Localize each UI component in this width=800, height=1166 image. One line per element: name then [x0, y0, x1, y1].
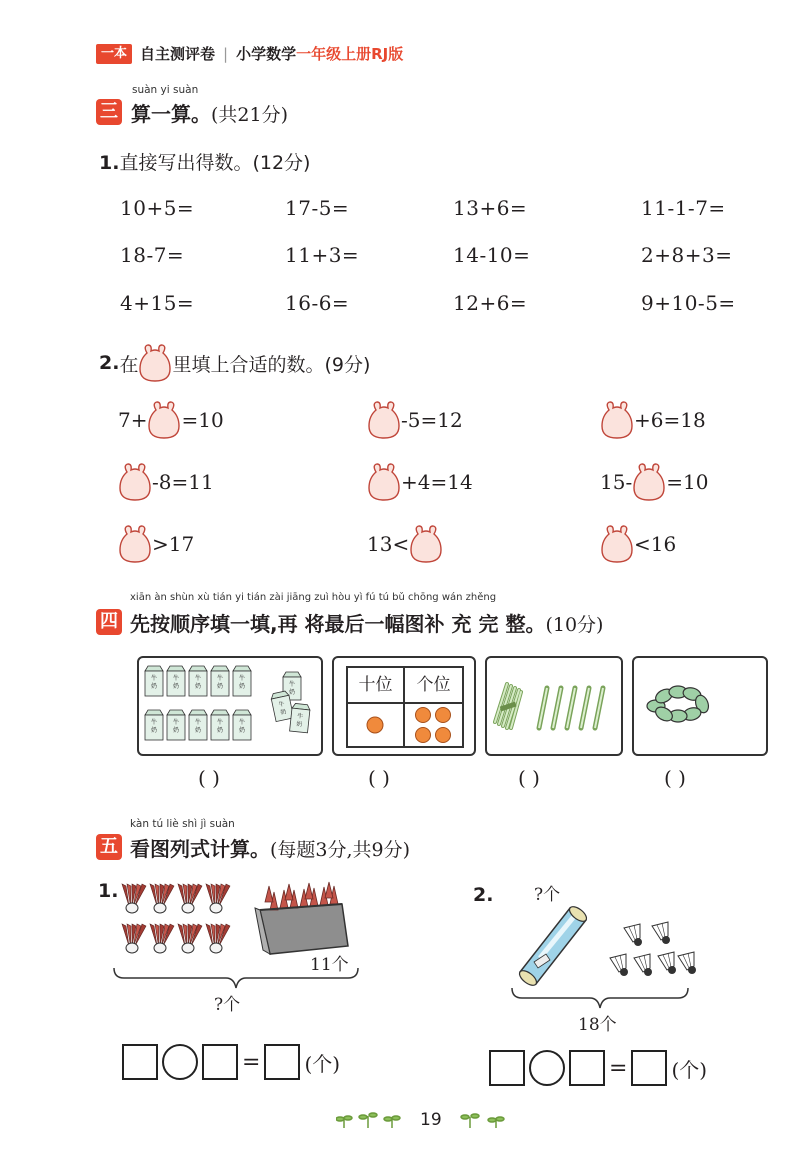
svg-text:牛: 牛 [296, 712, 304, 721]
section5-pinyin: kàn tú liè shì jì suàn [130, 818, 235, 830]
svg-text:奶: 奶 [279, 708, 288, 717]
svg-text:牛: 牛 [172, 675, 180, 682]
place-value-dots [348, 704, 462, 746]
ones-bead [436, 708, 451, 723]
pouch-blank[interactable] [409, 524, 443, 564]
brace-icon [110, 966, 362, 990]
fill-in-suffix: =10 [181, 408, 224, 432]
fill-in-item [600, 524, 676, 564]
section3-title-text: 算一算。 [131, 102, 211, 126]
milk-carton-icon [145, 666, 163, 696]
single-sticks [539, 688, 603, 728]
shuttlecock-icon [122, 924, 146, 953]
pouch-blank[interactable] [118, 462, 152, 502]
header-title [140, 44, 403, 64]
fill-in-item [118, 400, 224, 440]
fill-in-item [600, 400, 706, 440]
milk-carton-icon [189, 710, 207, 740]
q2-title [99, 343, 370, 383]
shuttlecock-crate-icon [255, 882, 348, 954]
shuttlecock-icon [122, 884, 146, 913]
milk-carton-icon [211, 666, 229, 696]
milk-cartons-panel [137, 656, 323, 756]
answer-box[interactable] [489, 1050, 525, 1086]
ones-bead [416, 708, 431, 723]
milk-carton-icon [145, 710, 163, 740]
section3-pinyin: suàn yi suàn [132, 84, 199, 96]
shuttlecock-icon [206, 924, 230, 953]
sticks-panel [485, 656, 623, 756]
section5-title-text: 看图列式计算。 [130, 837, 270, 861]
sticks-image [487, 658, 621, 754]
math-expression: 16-6= [285, 291, 350, 315]
pouch-blank[interactable] [600, 524, 634, 564]
answer-box[interactable] [122, 1044, 158, 1080]
fill-in-suffix: >17 [152, 532, 195, 556]
section3-badge: 三 [96, 99, 122, 125]
section4-score: (10分) [545, 614, 604, 636]
unit-label: (个) [304, 1051, 341, 1076]
ones-header: 个位 [405, 668, 462, 704]
svg-text:奶: 奶 [238, 727, 246, 734]
crate-count-label: 11个 [310, 955, 349, 975]
math-expression: 18-7= [120, 243, 185, 267]
operator-circle[interactable] [162, 1044, 198, 1080]
fill-in-item [367, 462, 473, 502]
svg-text:奶: 奶 [238, 683, 246, 690]
equals-sign: = [242, 1049, 261, 1075]
math-expression: 14-10= [453, 243, 531, 267]
fill-in-item [118, 524, 194, 564]
answer-blank[interactable]: ( ) [518, 766, 540, 790]
problem2-total-label: 18个 [578, 1015, 617, 1035]
svg-text:奶: 奶 [295, 720, 303, 729]
pouch-icon [138, 343, 172, 383]
math-expression: 11-1-7= [641, 196, 726, 220]
fill-in-suffix: =10 [666, 470, 709, 494]
fill-in-suffix: +6=18 [634, 408, 706, 432]
bead-ring-panel [632, 656, 768, 756]
section5-title [130, 833, 410, 862]
q1-number: 1. [99, 152, 120, 174]
answer-box[interactable] [569, 1050, 605, 1086]
svg-text:奶: 奶 [172, 727, 180, 734]
shuttlecock-icon [178, 924, 202, 953]
section4-title-text: 先按顺序填一填,再 将最后一幅图补 充 完 整。 [130, 612, 546, 636]
math-expression: 9+10-5= [641, 291, 736, 315]
brand-badge: 一本 [96, 44, 132, 64]
tens-header: 十位 [348, 668, 405, 704]
header-separator: | [223, 45, 229, 63]
milk-carton-icon [233, 710, 251, 740]
pouch-blank[interactable] [367, 462, 401, 502]
fill-in-prefix: 13< [367, 532, 410, 556]
shuttlecock-icon [624, 924, 642, 946]
fill-in-suffix: +4=14 [401, 470, 473, 494]
answer-blank[interactable]: ( ) [664, 766, 686, 790]
q2-number: 2. [99, 352, 120, 374]
svg-text:牛: 牛 [238, 675, 246, 682]
section4-pinyin: xiān àn shùn xù tián yi tián zài jiāng zuì hòu yì fú tú bǔ chōng wán zhěng [130, 592, 497, 603]
series-name: 自主测评卷 [140, 45, 216, 63]
q1-score: (12分) [252, 152, 311, 174]
pouch-blank[interactable] [632, 462, 666, 502]
pouch-blank[interactable] [147, 400, 181, 440]
milk-carton-icon [189, 666, 207, 696]
answer-box[interactable] [202, 1044, 238, 1080]
svg-text:牛: 牛 [288, 681, 296, 688]
fill-in-prefix: 15- [600, 470, 633, 494]
shuttlecock-icon [206, 884, 230, 913]
svg-text:牛: 牛 [216, 675, 224, 682]
ones-bead [416, 728, 431, 743]
svg-text:牛: 牛 [238, 719, 246, 726]
section3-score: (共21分) [211, 104, 289, 126]
section4-title [130, 608, 603, 637]
stick-bundle-icon [495, 684, 521, 728]
fill-in-item [367, 524, 443, 564]
math-expression: 10+5= [120, 196, 195, 220]
svg-text:奶: 奶 [216, 727, 224, 734]
sprout-decoration-icon [460, 1110, 508, 1130]
svg-text:牛: 牛 [172, 719, 180, 726]
section5-badge: 五 [96, 834, 122, 860]
math-expression: 13+6= [453, 196, 528, 220]
fill-in-item [118, 462, 214, 502]
section3-title [131, 98, 288, 127]
svg-text:奶: 奶 [194, 683, 202, 690]
shuttlecock-icon [150, 924, 174, 953]
math-expression: 12+6= [453, 291, 528, 315]
math-expression: 4+15= [120, 291, 195, 315]
milk-carton-icon [167, 666, 185, 696]
answer-blank[interactable]: ( ) [368, 766, 390, 790]
q2-title-before: 在 [119, 353, 139, 376]
fill-in-item [600, 462, 708, 502]
shuttlecock-tube-icon [517, 904, 589, 988]
q1-title [99, 148, 310, 175]
milk-carton-icon [290, 703, 311, 733]
math-expression: 2+8+3= [641, 243, 733, 267]
q1-title-text: 直接写出得数。 [119, 152, 253, 174]
fill-in-suffix: -5=12 [401, 408, 463, 432]
svg-text:牛: 牛 [278, 700, 286, 709]
bead-ring-icon [634, 658, 766, 754]
shuttlecock-icon [658, 952, 676, 974]
svg-text:牛: 牛 [150, 719, 158, 726]
brace-icon [508, 986, 692, 1012]
pouch-blank[interactable] [367, 400, 401, 440]
svg-text:奶: 奶 [150, 727, 158, 734]
tens-bead [367, 717, 383, 733]
pouch-blank[interactable] [600, 400, 634, 440]
section4-badge: 四 [96, 609, 122, 635]
milk-carton-icon [233, 666, 251, 696]
svg-text:奶: 奶 [150, 683, 158, 690]
problem1-total-label: ?个 [214, 995, 241, 1015]
answer-box[interactable] [631, 1050, 667, 1086]
answer-blank[interactable]: ( ) [198, 766, 220, 790]
section5-score: (每题3分,共9分) [270, 839, 411, 861]
shuttlecock-icon [634, 954, 652, 976]
shuttlecock-icon [652, 922, 670, 944]
svg-text:奶: 奶 [288, 689, 296, 696]
svg-text:奶: 奶 [216, 683, 224, 690]
svg-text:牛: 牛 [194, 675, 202, 682]
problem1-number: 1. [98, 880, 119, 902]
svg-text:奶: 奶 [194, 727, 202, 734]
place-value-panel [332, 656, 476, 756]
q2-title-after: 里填上合适的数。 [172, 353, 325, 376]
milk-carton-icon [211, 710, 229, 740]
problem2-number: 2. [473, 884, 494, 906]
unit-label: (个) [671, 1057, 708, 1082]
sprout-decoration-icon [336, 1110, 406, 1130]
fill-in-suffix: -8=11 [152, 470, 214, 494]
milk-cartons-image [139, 658, 321, 754]
grade-edition: 一年级上册RJ版 [296, 45, 404, 63]
svg-text:奶: 奶 [172, 683, 180, 690]
subject-name: 小学数学 [236, 45, 297, 63]
svg-text:牛: 牛 [216, 719, 224, 726]
fill-in-suffix: <16 [634, 532, 677, 556]
shuttlecock-icon [178, 884, 202, 913]
svg-text:牛: 牛 [194, 719, 202, 726]
place-value-table [346, 666, 464, 748]
milk-carton-icon [167, 710, 185, 740]
problem2-image [510, 900, 710, 990]
page-number: 19 [420, 1110, 442, 1130]
answer-box[interactable] [264, 1044, 300, 1080]
fill-in-item [367, 400, 463, 440]
fill-in-prefix: 7+ [118, 408, 148, 432]
svg-text:牛: 牛 [150, 675, 158, 682]
equals-sign: = [609, 1055, 628, 1081]
problem1-equation [122, 1044, 340, 1080]
math-expression: 11+3= [285, 243, 360, 267]
tube-count-label: ?个 [534, 885, 561, 905]
ones-bead [436, 728, 451, 743]
operator-circle[interactable] [529, 1050, 565, 1086]
pouch-blank[interactable] [118, 524, 152, 564]
shuttlecock-icon [150, 884, 174, 913]
problem2-equation [489, 1050, 707, 1086]
q2-score: (9分) [324, 353, 371, 376]
math-expression: 17-5= [285, 196, 350, 220]
shuttlecock-icon [678, 952, 696, 974]
shuttlecock-icon [610, 954, 628, 976]
